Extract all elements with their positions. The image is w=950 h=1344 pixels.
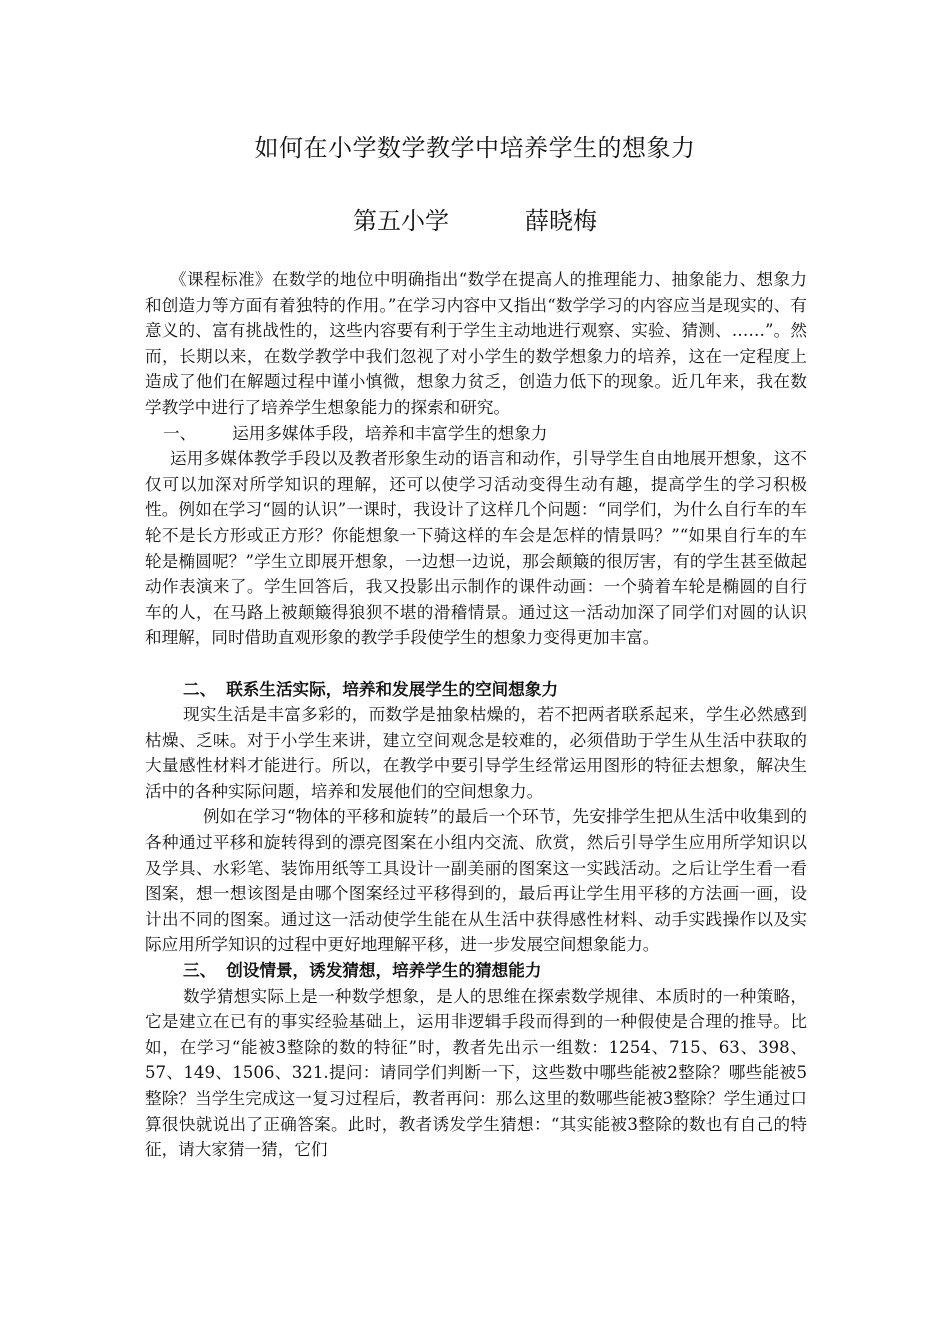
section-1-number: 一、 bbox=[163, 423, 197, 443]
author-name: 薛晓梅 bbox=[525, 207, 597, 235]
section-1-paragraph: 运用多媒体教学手段以及教者形象生动的语言和动作，引导学生自由地展开想象，这不仅可以加深对所学知识的理解，还可以使学习活动变得生动有趣，提高学生的学习积极性。例如在学习“圆的认识”一课时，我设计了这样几个问题：“同学们，为什么自行车的车轮不是长方形或正方形？你能想象一下骑这样的车会是怎样的情景吗？”“如果自行车的车轮是椭圆呢？”学生立即展开想象，一边想一边说，那会颠簸的很厉害，有的学生甚至做起动作表演来了。学生回答后，我又投影出示制作的课件动画：一个骑着车轮是椭圆的自行车的人，在马路上被颠簸得狼狈不堪的滑稽情景。通过这一活动加深了同学们对圆的认识和理解，同时借助直观形象的教学手段使学生的想象力变得更加丰富。 bbox=[145, 449, 807, 648]
section-3-number: 三、 bbox=[183, 960, 217, 981]
author-line bbox=[0, 203, 950, 239]
intro-paragraph: 《课程标准》在数学的地位中明确指出“数学在提高人的推理能力、抽象能力、想象力和创造力等方面有着独特的作用。”在学习内容中又指出“数学学习的内容应当是现实的、有意义的、富有挑战性的，这些内容要有利于学生主动地进行观察、实验、猜测、……”。然而，长期以来，在数学教学中我们忽视了对小学生的数学想象力的培养，这在一定程度上造成了他们在解题过程中谨小慎微，想象力贫乏，创造力低下的现象。近几年来，我在数学教学中进行了培养学生想象能力的探索和研究。 bbox=[145, 270, 807, 417]
section-1-heading bbox=[145, 421, 807, 447]
section-2-number: 二、 bbox=[183, 678, 217, 699]
document-title: 如何在小学数学教学中培养学生的想象力 bbox=[254, 134, 696, 162]
author-school: 第五小学 bbox=[353, 207, 449, 235]
document-body bbox=[145, 267, 807, 1163]
section-3-title: 创设情景，诱发猜想，培养学生的猜想能力 bbox=[226, 960, 542, 981]
section-2-heading bbox=[145, 677, 807, 703]
section-2-paragraph-2: 例如在学习“物体的平移和旋转”的最后一个环节，先安排学生把从生活中收集到的各种通过平移和旋转得到的漂亮图案在小组内交流、欣赏，然后引导学生应用所学知识以及学具、水彩笔、装饰用纸等工具设计一副美丽的图案这一实践活动。之后让学生看一看图案，想一想该图是由哪个图案经过平移得到的，最后再让学生用平移的方法画一画，设计出不同的图案。通过这一活动使学生能在从生活中获得感性材料、动手实践操作以及实际应用所学知识的过程中更好地理解平移，进一步发展空间想象能力。 bbox=[145, 807, 807, 955]
section-3-paragraph: 数学猜想实际上是一种数学想象，是人的思维在探索数学规律、本质时的一种策略，它是建立在已有的事实经验基础上，运用非逻辑手段而得到的一种假使是合理的推导。比如，在学习“能被3整除的数的特征”时，教者先出示一组数：1254、715、63、398、57、149、1506、321.提问：请同学们判断一下，这些数中哪些能被2整除？哪些能被5整除？当学生完成这一复习过程后，教者再问：那么这里的数哪些能被3整除？学生通过口算很快就说出了正确答案。此时，教者诱发学生猜想：“其实能被3整除的数也有自己的特征，请大家猜一猜，它们 bbox=[145, 986, 807, 1160]
section-3-heading bbox=[145, 958, 807, 984]
section-1-title: 运用多媒体手段，培养和丰富学生的想象力 bbox=[232, 423, 548, 443]
section-2-title: 联系生活实际，培养和发展学生的空间想象力 bbox=[226, 678, 559, 699]
section-2-paragraph-1: 现实生活是丰富多彩的，而数学是抽象枯燥的，若不把两者联系起来，学生必然感到枯燥、乏味。对于小学生来讲，建立空间观念是较难的，必须借助于学生从生活中获取的大量感性材料才能进行。所以，在教学中要引导学生经常运用图形的特征去想象，解决生活中的各种实际问题，培养和发展他们的空间想象力。 bbox=[145, 705, 807, 801]
